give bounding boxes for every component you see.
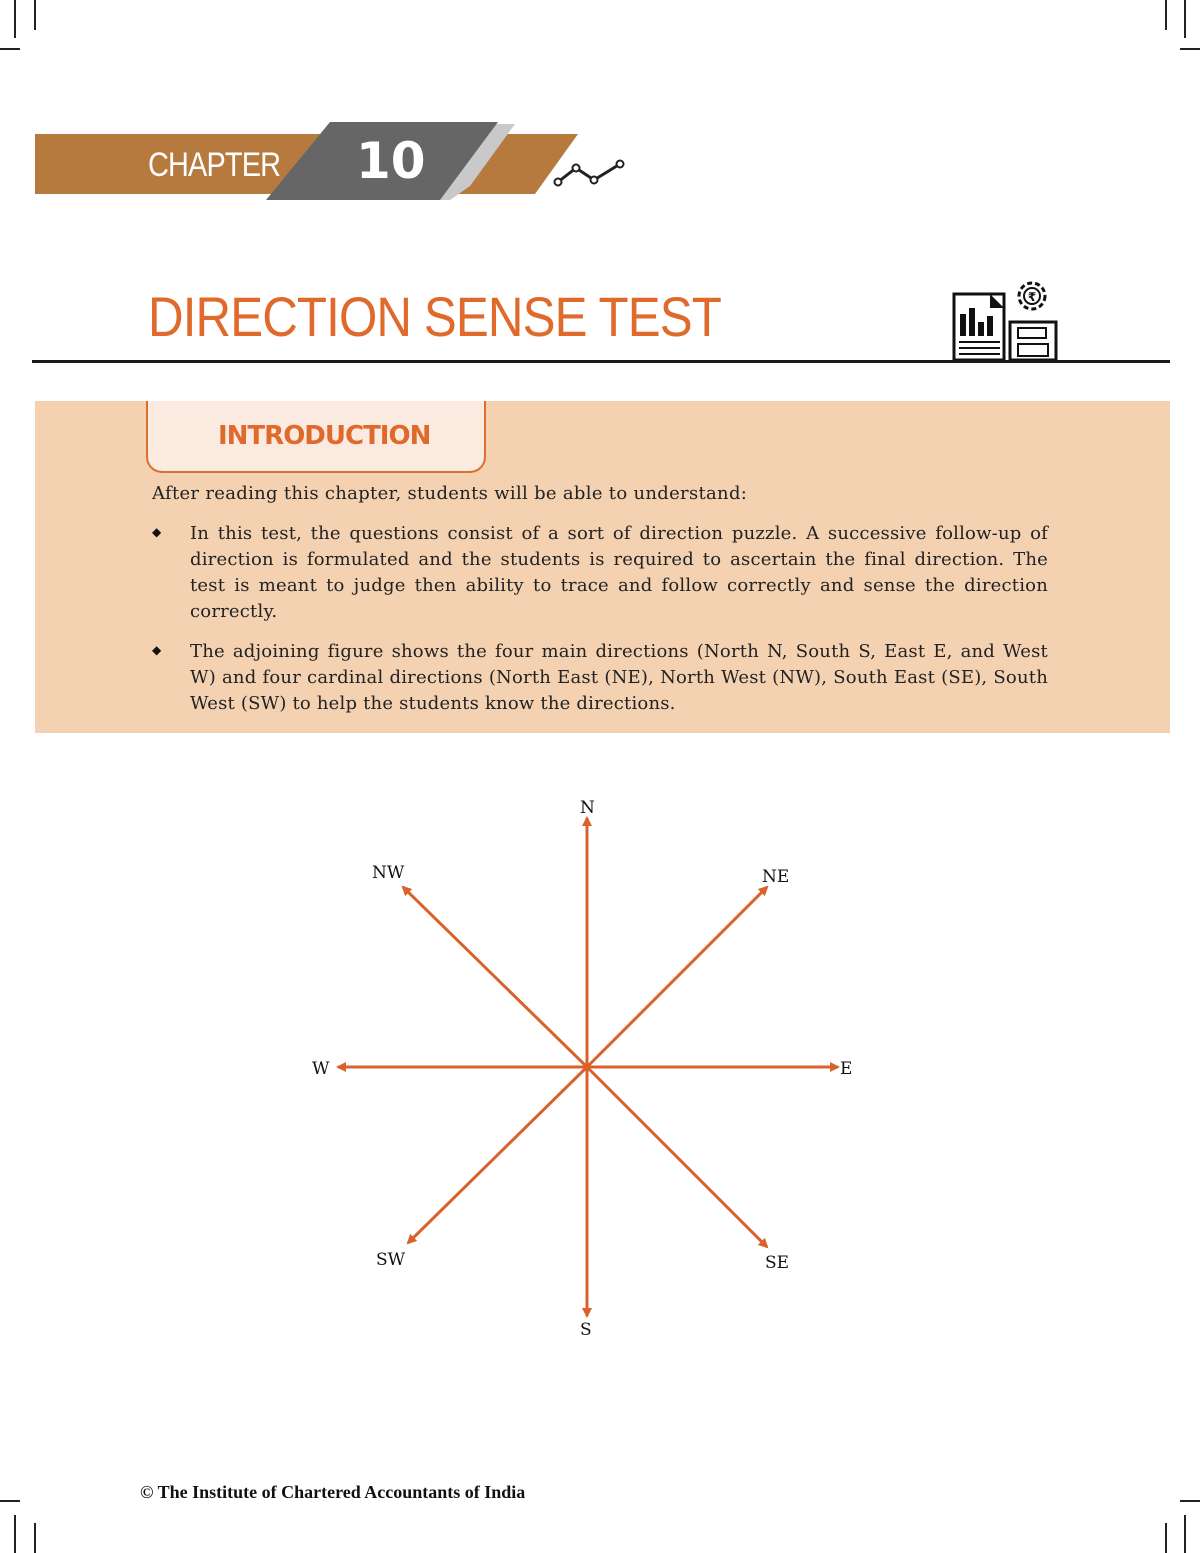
crop-mark bbox=[1184, 1515, 1186, 1553]
crop-mark bbox=[1165, 1523, 1167, 1553]
introduction-lead: After reading this chapter, students will be able to understand: bbox=[152, 483, 748, 504]
crop-mark bbox=[14, 1515, 16, 1553]
crop-mark bbox=[1180, 1500, 1200, 1502]
crop-mark bbox=[14, 0, 16, 38]
north-west-arrow bbox=[403, 887, 587, 1067]
crop-mark bbox=[1165, 0, 1167, 30]
chapter-label: CHAPTER bbox=[148, 146, 281, 184]
chapter-banner-shape bbox=[30, 118, 650, 208]
crop-mark bbox=[34, 1523, 36, 1553]
label-w: W bbox=[312, 1059, 330, 1079]
label-nw: NW bbox=[372, 863, 405, 883]
introduction-box bbox=[35, 401, 1170, 733]
south-west-arrow bbox=[408, 1067, 587, 1243]
chapter-banner bbox=[30, 118, 650, 208]
svg-text:₹: ₹ bbox=[1027, 290, 1037, 304]
south-east-arrow bbox=[587, 1067, 767, 1247]
list-item-text: The adjoining figure shows the four main directions (North N, South S, East E, and West W) and four cardinal directions (North East (NE), North West (NW), South East (SE), South West (SW) to help the students know the directions. bbox=[190, 641, 1048, 714]
label-n: N bbox=[580, 798, 595, 818]
footer-copyright: © The Institute of Chartered Accountants of India bbox=[140, 1482, 526, 1502]
label-e: E bbox=[840, 1059, 853, 1079]
chapter-number: 10 bbox=[356, 132, 426, 190]
label-ne: NE bbox=[762, 867, 790, 887]
north-east-arrow bbox=[587, 887, 767, 1067]
crop-mark bbox=[1184, 0, 1186, 38]
crop-mark bbox=[0, 1500, 20, 1502]
title-divider bbox=[32, 360, 1170, 363]
compass-diagram bbox=[290, 790, 890, 1350]
crop-mark bbox=[0, 48, 20, 50]
label-se: SE bbox=[765, 1253, 790, 1273]
list-item-text: In this test, the questions consist of a sort of direction puzzle. A successive follow-up of direction is formulated and the students is required to ascertain the final direction. The test is meant to judge then ability to trace and follow correctly and sense the direction correctly. bbox=[190, 523, 1048, 622]
label-s: S bbox=[580, 1320, 592, 1340]
page-title: DIRECTION SENSE TEST bbox=[148, 285, 721, 348]
introduction-heading: INTRODUCTION bbox=[218, 421, 431, 451]
introduction-tab bbox=[146, 401, 486, 473]
crop-mark bbox=[1180, 48, 1200, 50]
diamond-bullet-icon: ◆ bbox=[152, 643, 162, 657]
label-sw: SW bbox=[376, 1250, 406, 1270]
report-settings-icon bbox=[950, 278, 1060, 366]
crop-mark bbox=[34, 0, 36, 30]
diamond-bullet-icon: ◆ bbox=[152, 525, 162, 539]
